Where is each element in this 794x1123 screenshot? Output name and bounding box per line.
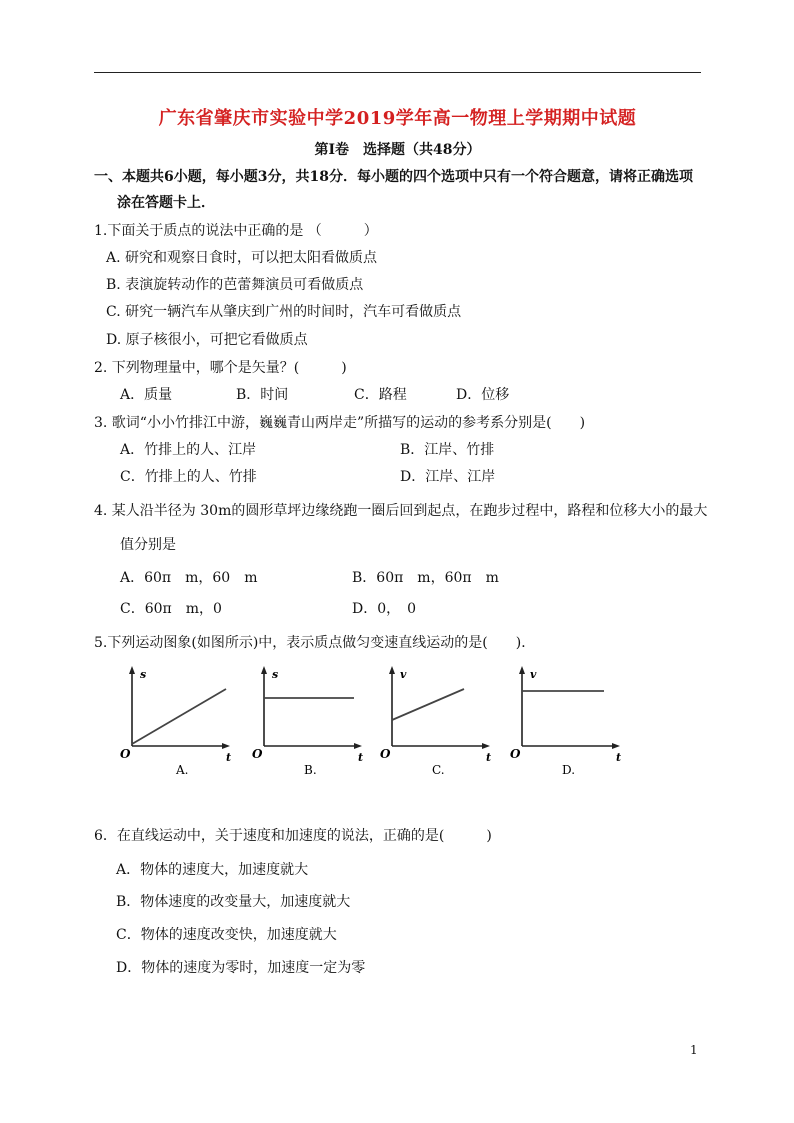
graph-d <box>508 662 628 784</box>
graph-a-caption: A. <box>176 763 189 777</box>
graph-a <box>118 662 238 784</box>
q6-option-c: C．物体的速度改变快，加速度就大 <box>116 927 337 943</box>
q4-option-d: D．0， 0 <box>352 601 417 617</box>
graph-a-y-arrow-icon <box>129 666 135 674</box>
q2-option-b: B．时间 <box>236 387 289 403</box>
q5-stem: 5.下列运动图象(如图所示)中，表示质点做匀变速直线运动的是( )． <box>94 635 536 651</box>
q2-option-a: A．质量 <box>120 387 173 403</box>
q3-option-d: D．江岸、江岸 <box>400 469 496 485</box>
q1-option-c: C. 研究一辆汽车从肇庆到广州的时间时，汽车可看做质点 <box>106 304 462 320</box>
graph-d-y-arrow-icon <box>519 666 525 674</box>
graph-a-x-label: t <box>226 751 232 764</box>
section1-instructions-line2: 涂在答题卡上． <box>117 195 215 211</box>
exam-title: 广东省肇庆市实验中学2019学年高一物理上学期期中试题 <box>158 108 637 129</box>
graph-c-origin: O <box>380 747 391 761</box>
graph-b-origin: O <box>252 747 263 761</box>
q4-stem-line2: 值分别是 <box>120 537 176 553</box>
graph-a-y-label: s <box>140 668 147 681</box>
graph-a-origin: O <box>120 747 131 761</box>
section1-instructions-line1: 一、本题共6小题，每小题3分，共18分．每小题的四个选项中只有一个符合题意，请将正确选项 <box>94 169 693 185</box>
q3-option-c: C．竹排上的人、竹排 <box>120 469 257 485</box>
graph-c-y-arrow-icon <box>389 666 395 674</box>
q1-option-b: B. 表演旋转动作的芭蕾舞演员可看做质点 <box>106 277 364 293</box>
graph-d-caption: D. <box>562 763 576 777</box>
graph-a-x-arrow-icon <box>222 743 230 749</box>
graph-b-caption: B. <box>304 763 317 777</box>
q6-stem: 6．在直线运动中，关于速度和加速度的说法，正确的是( ) <box>94 828 492 844</box>
q3-option-a: A．竹排上的人、江岸 <box>120 442 257 458</box>
q6-option-a: A．物体的速度大，加速度就大 <box>116 862 309 878</box>
graph-b-y-arrow-icon <box>261 666 267 674</box>
q6-option-b: B．物体速度的改变量大，加速度就大 <box>116 894 351 910</box>
graph-d-x-arrow-icon <box>612 743 620 749</box>
q4-option-c: C．60π m，0 <box>120 601 222 617</box>
graph-d-origin: O <box>510 747 521 761</box>
q1-option-a: A. 研究和观察日食时，可以把太阳看做质点 <box>106 250 378 266</box>
graph-c-x-label: t <box>486 751 492 764</box>
graph-c-y-label: v <box>400 668 407 681</box>
graph-c <box>378 662 498 784</box>
graph-d-x-label: t <box>616 751 622 764</box>
page-number: 1 <box>690 1043 698 1057</box>
graph-d-y-label: v <box>530 668 537 681</box>
q6-option-d: D．物体的速度为零时，加速度一定为零 <box>116 960 366 976</box>
graph-a-line <box>132 689 226 744</box>
q4-stem-line1: 4. 某人沿半径为 30m的圆形草坪边缘绕跑一圈后回到起点，在跑步过程中，路程和位移大小的最大 <box>94 503 708 519</box>
graph-c-line <box>392 689 464 720</box>
q4-option-a: A．60π m，60 m <box>120 570 258 586</box>
graph-c-x-arrow-icon <box>482 743 490 749</box>
q3-stem: 3. 歌词“小小竹排江中游，巍巍青山两岸走”所描写的运动的参考系分别是( ) <box>94 415 586 431</box>
header-rule <box>94 72 701 73</box>
q1-option-d: D. 原子核很小，可把它看做质点 <box>106 332 308 348</box>
q2-option-d: D．位移 <box>456 387 510 403</box>
q4-option-b: B．60π m，60π m <box>352 570 499 586</box>
graph-b-y-label: s <box>272 668 279 681</box>
q3-option-b: B．江岸、竹排 <box>400 442 495 458</box>
section-heading: 第Ⅰ卷 选择题（共48分） <box>314 142 481 158</box>
q1-stem: 1.下面关于质点的说法中正确的是 （ ） <box>94 223 378 239</box>
q2-stem: 2. 下列物理量中，哪个是矢量？( ) <box>94 360 347 376</box>
graph-b <box>250 662 370 784</box>
graph-b-x-label: t <box>358 751 364 764</box>
q2-option-c: C．路程 <box>354 387 407 403</box>
graph-c-caption: C. <box>432 763 445 777</box>
graph-b-x-arrow-icon <box>354 743 362 749</box>
